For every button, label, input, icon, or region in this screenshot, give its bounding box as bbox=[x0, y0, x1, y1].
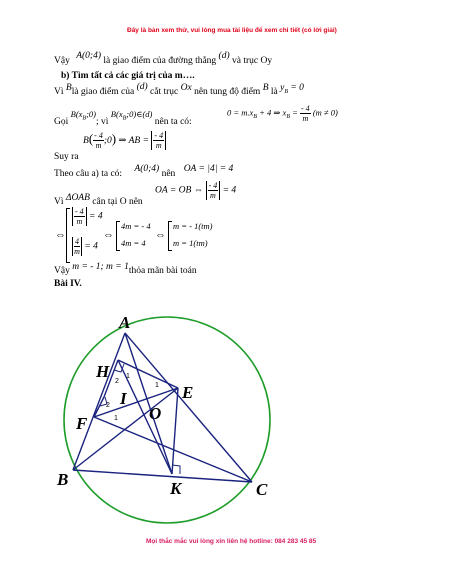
sys3-row1: m = - 1(tm) bbox=[173, 221, 213, 231]
den: m bbox=[155, 141, 162, 151]
m: ;0 bbox=[103, 136, 112, 146]
num: 4 bbox=[75, 237, 79, 246]
text: cắt trục bbox=[150, 87, 179, 97]
text: Vì bbox=[54, 87, 64, 97]
part-b-heading: b) Tìm tất cả các giá trị của m…. bbox=[61, 71, 195, 81]
text: cân tại O nên bbox=[92, 197, 143, 207]
label-B: B bbox=[57, 470, 69, 489]
triangle-lines bbox=[73, 333, 252, 482]
subscript: B bbox=[284, 88, 288, 95]
math: Ox bbox=[180, 83, 192, 93]
m: ;0) bbox=[86, 109, 97, 119]
math: B bbox=[262, 83, 269, 93]
angle-label: 2 bbox=[106, 402, 110, 409]
iff-3: ⇔ bbox=[155, 229, 166, 241]
label-C: C bbox=[256, 480, 268, 499]
num: - 4 bbox=[75, 207, 84, 216]
den: m bbox=[95, 141, 102, 151]
text: Theo câu a) ta có: bbox=[54, 169, 123, 179]
text: là bbox=[270, 87, 278, 97]
label-H: H bbox=[96, 362, 110, 381]
iff-2: ⇔ bbox=[103, 229, 114, 241]
label-A: A bbox=[119, 313, 131, 332]
m: ;0)∈(d) bbox=[126, 109, 153, 119]
num: - 4 bbox=[301, 104, 310, 113]
label-E: E bbox=[182, 383, 194, 402]
m: (m ≠ 0) bbox=[312, 107, 338, 118]
text: ; vì bbox=[96, 117, 109, 127]
angle-label: 1 bbox=[114, 415, 118, 422]
math: m = - 1; m = 1 bbox=[72, 262, 129, 272]
math: A(0;4) bbox=[76, 51, 101, 61]
label-K: K bbox=[170, 479, 182, 498]
text: là giao điểm của đường thẳng bbox=[103, 56, 217, 66]
text: nên ta có: bbox=[154, 117, 192, 127]
section-heading-bai-iv: Bài IV. bbox=[54, 279, 82, 289]
m: = 4 bbox=[222, 185, 237, 196]
preview-banner: Đây là bản xem thử, vui lòng mua tài liệu để xem chi tiết (có lời giải) bbox=[127, 27, 337, 34]
den: m bbox=[74, 247, 80, 256]
sys3-row2: m = 1(tm) bbox=[173, 238, 208, 248]
eq-B: B( $\frac{- 4}{m}$ ;0) ⇒ AB = $\frac{- 4}{m}$ bbox=[83, 131, 166, 150]
hotline-banner: Mọi thắc mắc vui lòng xin liên hệ hotline: 084 283 45 85 bbox=[146, 538, 317, 545]
num: - 4 bbox=[94, 131, 103, 141]
m: B bbox=[83, 136, 89, 146]
den: m bbox=[210, 191, 216, 200]
text: nên tung độ điểm bbox=[194, 87, 261, 97]
math-var: y bbox=[280, 83, 285, 93]
text: Vậy bbox=[54, 56, 70, 66]
m: ⇒ AB = bbox=[118, 136, 150, 146]
text: Vì bbox=[54, 197, 64, 207]
m: B(x bbox=[110, 109, 123, 119]
sub: B bbox=[286, 114, 291, 121]
m: B(x bbox=[70, 109, 83, 119]
right-angle-marks bbox=[100, 364, 180, 474]
sub: B bbox=[253, 114, 257, 121]
m: = 4 bbox=[84, 241, 98, 252]
label-F: F bbox=[76, 414, 88, 433]
angle-label: 1 bbox=[126, 373, 130, 380]
text: nên bbox=[161, 169, 176, 179]
math: A(0;4) bbox=[134, 164, 160, 174]
sys2-row1: 4m = - 4 bbox=[121, 221, 151, 231]
m: OA = OB ⇔ bbox=[155, 185, 204, 196]
num: - 4 bbox=[208, 181, 218, 190]
text: và trục Oy bbox=[232, 56, 273, 66]
sys2-row2: 4m = 4 bbox=[121, 238, 146, 248]
den: m bbox=[302, 114, 309, 123]
sub: B bbox=[82, 115, 87, 122]
circumcircle bbox=[64, 317, 270, 523]
label-I: I bbox=[120, 389, 127, 408]
m: = bbox=[292, 107, 298, 118]
math: (d) bbox=[136, 82, 148, 92]
m: 0 = m.x bbox=[227, 107, 254, 118]
m: + 4 ⇒ x bbox=[259, 107, 287, 118]
m: = 4 bbox=[89, 211, 103, 222]
angle-label: 1 bbox=[155, 382, 159, 389]
math: B bbox=[65, 83, 72, 93]
iff-1: ⇔ bbox=[55, 229, 66, 241]
math-rest: = 0 bbox=[290, 83, 304, 93]
math: (d) bbox=[218, 51, 230, 61]
text: Vậy bbox=[54, 266, 70, 276]
line-5: Suy ra bbox=[54, 152, 79, 162]
angle-label: 2 bbox=[115, 378, 119, 385]
math: OA = |4| = 4 bbox=[183, 164, 234, 174]
text: Gọi bbox=[54, 117, 69, 127]
label-O: O bbox=[149, 404, 162, 423]
sub: B bbox=[122, 115, 127, 122]
text: thỏa mãn bài toán bbox=[128, 266, 197, 276]
num: - 4 bbox=[154, 131, 164, 141]
den: m bbox=[76, 217, 83, 226]
text: là giao điểm của bbox=[71, 87, 135, 97]
math: ΔOAB bbox=[65, 193, 90, 203]
